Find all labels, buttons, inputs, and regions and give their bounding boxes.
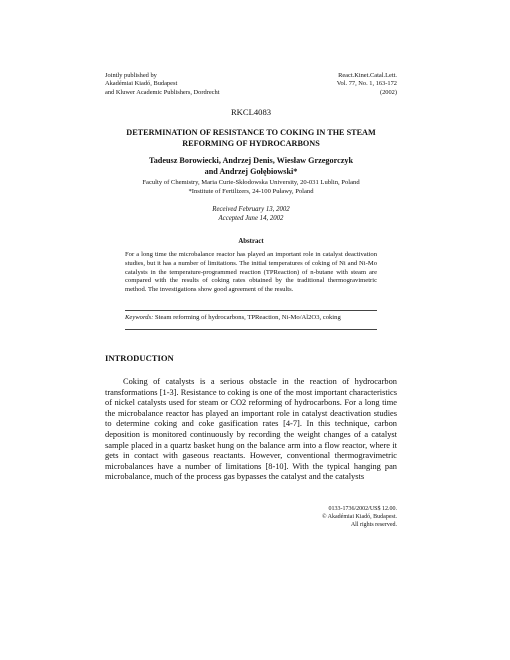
section-heading: INTRODUCTION bbox=[105, 353, 174, 363]
abstract-text: For a long time the microbalance reactor has played an important role in catalyst deactivation studies, but it has a number of limitations. The initial temperatures of coking of Ni and Ni-Mo catalysts in the temperature-programmed reaction (TPReaction) of n-butane with steam are compared with the results of coking rates obtained by the traditional thermogravimetric method. The investigations show good agreement of the results. bbox=[125, 251, 377, 294]
abstract-heading: Abstract bbox=[238, 238, 264, 245]
author-line: and Andrzej Gołębiowski* bbox=[204, 166, 298, 176]
publisher-line: Jointly published by bbox=[105, 72, 157, 79]
affiliation-line: Faculty of Chemistry, Maria Curie-Skłodowska University, 20-031 Lublin, Poland bbox=[142, 179, 360, 186]
title-line: DETERMINATION OF RESISTANCE TO COKING IN THE STEAM bbox=[126, 128, 376, 137]
citation-line: Vol. 77, No. 1, 163-172 bbox=[336, 80, 397, 88]
publisher-info bbox=[105, 72, 219, 97]
publisher-line: and Kluwer Academic Publishers, Dordrecht bbox=[105, 88, 220, 96]
copyright-line: All rights reserved. bbox=[350, 522, 397, 529]
keywords-text: Steam reforming of hydrocarbons, TPReaction, Ni-Mo/Al2O3, coking bbox=[154, 314, 341, 321]
article-code: RKCL4083 bbox=[230, 107, 272, 117]
received-date: Received February 13, 2002 bbox=[212, 206, 290, 213]
introduction-text: Coking of catalysts is a serious obstacle in the reaction of hydrocarbon transformations [1-3]. Resistance to coking is one of the most important characteristics of nickel catalysts used for steam or CO2 reforming of hydrocarbons. For a long time the microbalance reactor has played an important role in catalyst deactivation studies to determine coking and coke gasification rates [4-7]. In this technique, carbon deposition is monitored continuously by recording the weight changes of a catalyst sample placed in a quartz basket hung on the balance arm into a flow reactor, where it gets in contact with gaseous reactants. However, conventional thermogravimetric microbalances have a number of limitations [8-10]. With the typical hanging pan microbalance, much of the process gas bypasses the catalyst and the catalysts bbox=[105, 377, 397, 482]
keywords-label: Keywords: bbox=[125, 314, 154, 321]
citation-line: React.Kinet.Catal.Lett. bbox=[338, 72, 397, 79]
divider bbox=[125, 310, 377, 311]
divider bbox=[125, 329, 377, 330]
affiliation-line: *Institute of Fertilizers, 24-100 Puławy, Poland bbox=[188, 187, 314, 195]
copyright-notice bbox=[290, 505, 397, 530]
title-line: REFORMING OF HYDROCARBONS bbox=[182, 138, 320, 148]
accepted-date: Accepted June 14, 2002 bbox=[218, 214, 284, 222]
article-title bbox=[105, 128, 397, 149]
article-dates bbox=[105, 206, 397, 224]
keywords bbox=[125, 314, 385, 323]
citation-line: (2002) bbox=[379, 88, 397, 96]
copyright-line: © Akadémiai Kiadó, Budapest. bbox=[321, 514, 397, 521]
publisher-line: Akadémiai Kiadó, Budapest bbox=[105, 80, 178, 88]
copyright-line: 0133-1736/2002/US$ 12.00. bbox=[328, 506, 397, 512]
author-list bbox=[105, 156, 397, 177]
author-line: Tadeusz Borowiecki, Andrzej Denis, Wiesław Grzegorczyk bbox=[149, 156, 353, 165]
journal-citation bbox=[300, 72, 397, 97]
affiliations bbox=[105, 179, 397, 196]
